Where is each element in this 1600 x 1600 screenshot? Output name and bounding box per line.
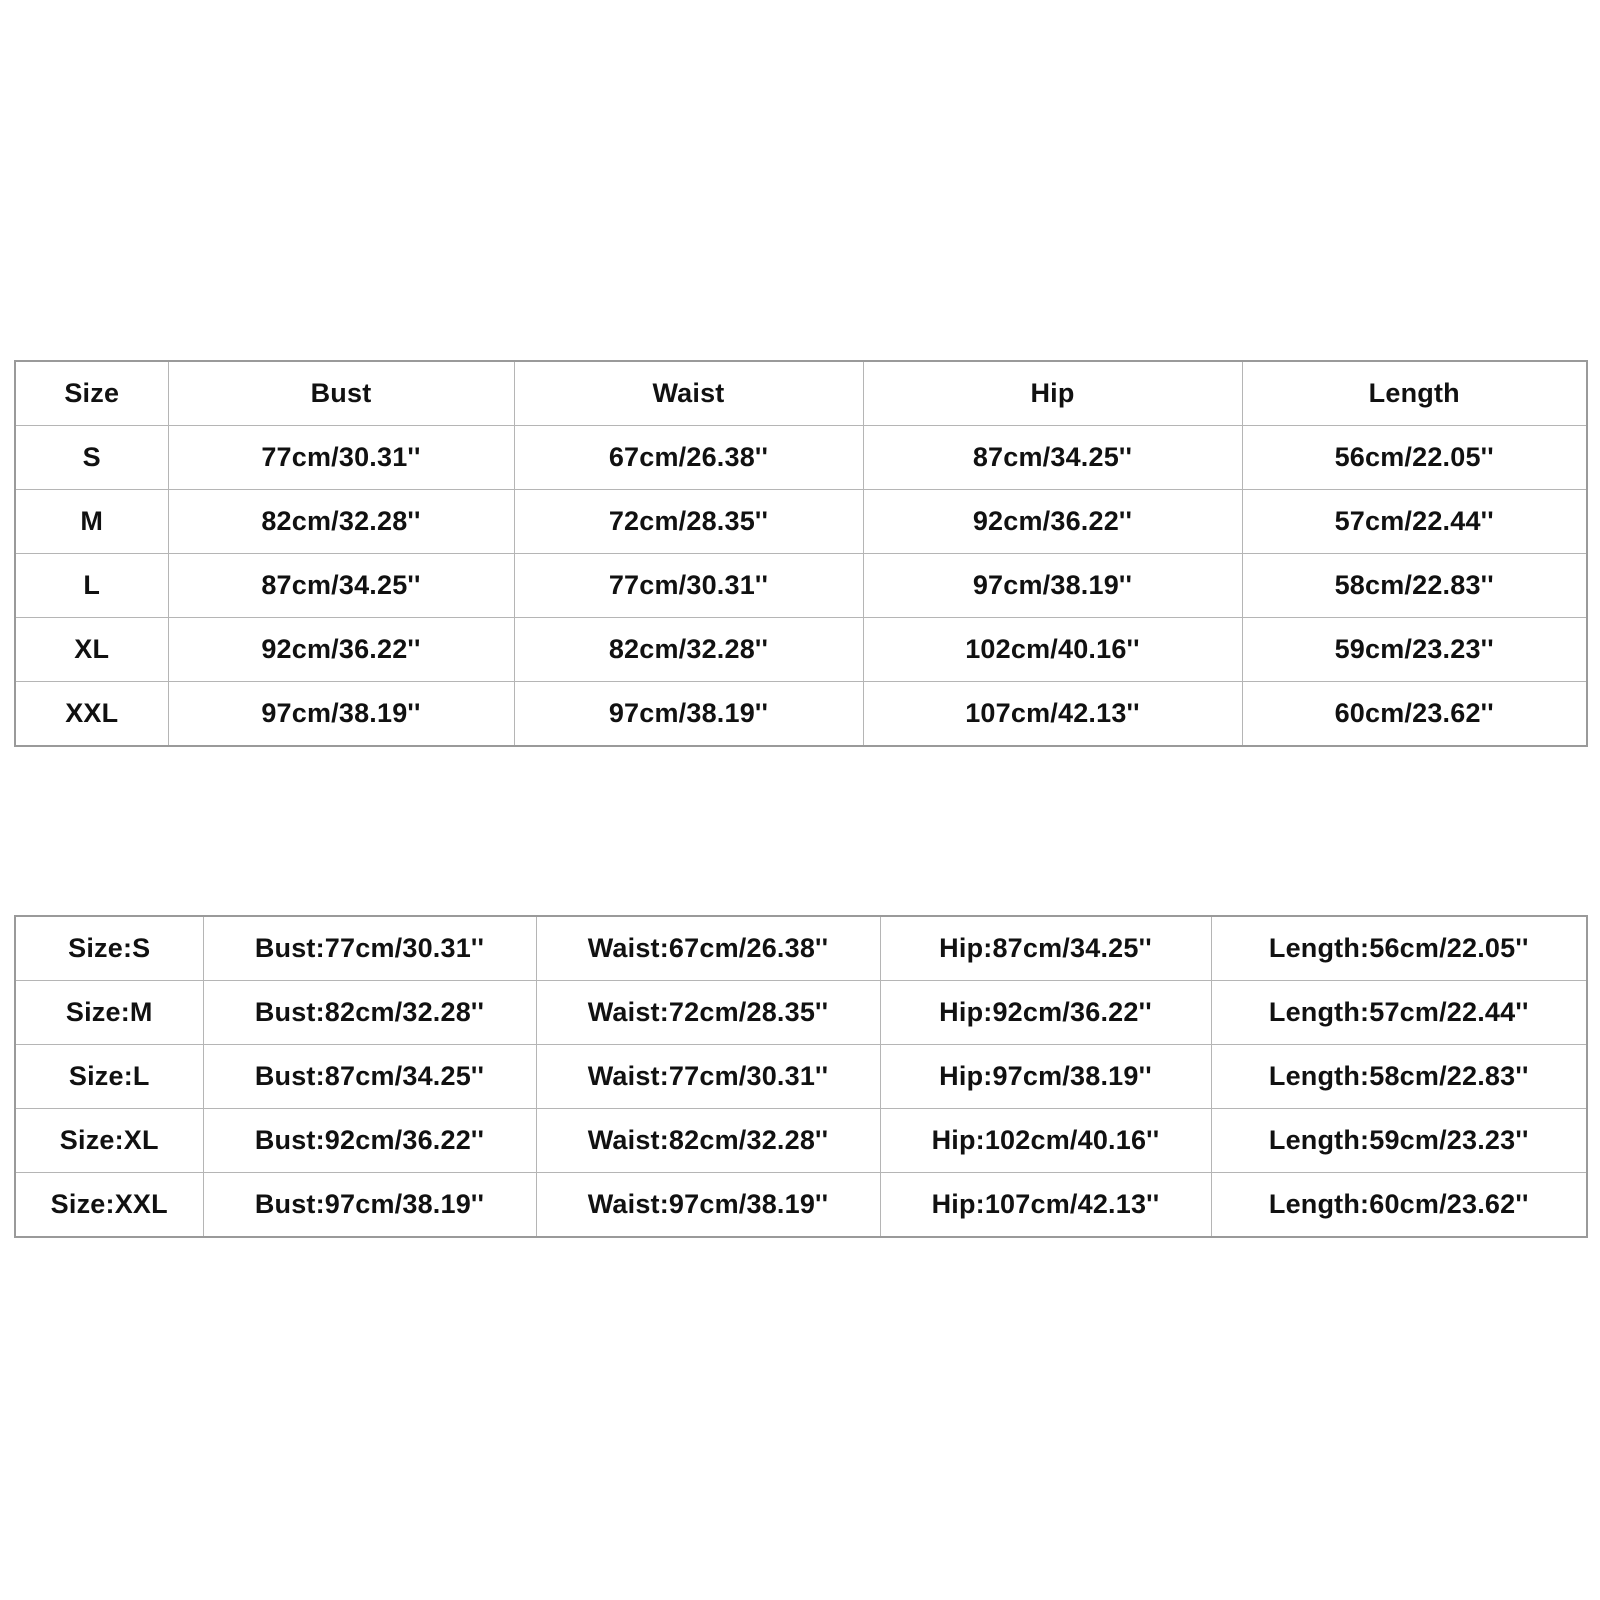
table-row bbox=[15, 1045, 1587, 1109]
hip-cell: Hip:87cm/34.25'' bbox=[880, 916, 1211, 981]
bust-cell: 82cm/32.28'' bbox=[168, 490, 514, 554]
length-cell: Length:56cm/22.05'' bbox=[1211, 916, 1587, 981]
bust-cell: Bust:82cm/32.28'' bbox=[203, 981, 536, 1045]
hip-cell: Hip:97cm/38.19'' bbox=[880, 1045, 1211, 1109]
table-row bbox=[15, 916, 1587, 981]
waist-cell: Waist:97cm/38.19'' bbox=[536, 1173, 880, 1238]
bust-cell: Bust:97cm/38.19'' bbox=[203, 1173, 536, 1238]
size-cell: Size:S bbox=[15, 916, 203, 981]
hip-cell: 92cm/36.22'' bbox=[863, 490, 1242, 554]
size-cell: Size:L bbox=[15, 1045, 203, 1109]
waist-cell: 97cm/38.19'' bbox=[514, 682, 863, 747]
waist-cell: Waist:67cm/26.38'' bbox=[536, 916, 880, 981]
hip-cell: 87cm/34.25'' bbox=[863, 426, 1242, 490]
table-row bbox=[15, 426, 1587, 490]
size-cell: XL bbox=[15, 618, 168, 682]
table-row bbox=[15, 618, 1587, 682]
size-cell: S bbox=[15, 426, 168, 490]
size-cell: M bbox=[15, 490, 168, 554]
bust-cell: 97cm/38.19'' bbox=[168, 682, 514, 747]
header-bust: Bust bbox=[168, 361, 514, 426]
header-size: Size bbox=[15, 361, 168, 426]
size-chart-table bbox=[14, 360, 1588, 747]
hip-cell: 107cm/42.13'' bbox=[863, 682, 1242, 747]
size-cell: Size:M bbox=[15, 981, 203, 1045]
size-chart-labeled-table bbox=[14, 915, 1588, 1238]
bust-cell: 77cm/30.31'' bbox=[168, 426, 514, 490]
length-cell: Length:57cm/22.44'' bbox=[1211, 981, 1587, 1045]
length-cell: 60cm/23.62'' bbox=[1242, 682, 1587, 747]
hip-cell: Hip:92cm/36.22'' bbox=[880, 981, 1211, 1045]
waist-cell: 77cm/30.31'' bbox=[514, 554, 863, 618]
table-row bbox=[15, 1173, 1587, 1238]
bust-cell: 92cm/36.22'' bbox=[168, 618, 514, 682]
length-cell: 57cm/22.44'' bbox=[1242, 490, 1587, 554]
waist-cell: Waist:82cm/32.28'' bbox=[536, 1109, 880, 1173]
length-cell: Length:58cm/22.83'' bbox=[1211, 1045, 1587, 1109]
size-cell: Size:XXL bbox=[15, 1173, 203, 1238]
length-cell: 56cm/22.05'' bbox=[1242, 426, 1587, 490]
size-cell: L bbox=[15, 554, 168, 618]
length-cell: 59cm/23.23'' bbox=[1242, 618, 1587, 682]
table-row bbox=[15, 490, 1587, 554]
table-row bbox=[15, 1109, 1587, 1173]
waist-cell: 72cm/28.35'' bbox=[514, 490, 863, 554]
waist-cell: 82cm/32.28'' bbox=[514, 618, 863, 682]
bust-cell: Bust:77cm/30.31'' bbox=[203, 916, 536, 981]
table-row bbox=[15, 554, 1587, 618]
length-cell: Length:60cm/23.62'' bbox=[1211, 1173, 1587, 1238]
size-cell: Size:XL bbox=[15, 1109, 203, 1173]
length-cell: Length:59cm/23.23'' bbox=[1211, 1109, 1587, 1173]
hip-cell: 97cm/38.19'' bbox=[863, 554, 1242, 618]
length-cell: 58cm/22.83'' bbox=[1242, 554, 1587, 618]
header-waist: Waist bbox=[514, 361, 863, 426]
waist-cell: Waist:77cm/30.31'' bbox=[536, 1045, 880, 1109]
bust-cell: Bust:87cm/34.25'' bbox=[203, 1045, 536, 1109]
hip-cell: 102cm/40.16'' bbox=[863, 618, 1242, 682]
hip-cell: Hip:107cm/42.13'' bbox=[880, 1173, 1211, 1238]
header-hip: Hip bbox=[863, 361, 1242, 426]
waist-cell: 67cm/26.38'' bbox=[514, 426, 863, 490]
waist-cell: Waist:72cm/28.35'' bbox=[536, 981, 880, 1045]
bust-cell: Bust:92cm/36.22'' bbox=[203, 1109, 536, 1173]
bust-cell: 87cm/34.25'' bbox=[168, 554, 514, 618]
table-row bbox=[15, 682, 1587, 747]
header-row bbox=[15, 361, 1587, 426]
header-length: Length bbox=[1242, 361, 1587, 426]
table-row bbox=[15, 981, 1587, 1045]
hip-cell: Hip:102cm/40.16'' bbox=[880, 1109, 1211, 1173]
size-cell: XXL bbox=[15, 682, 168, 747]
